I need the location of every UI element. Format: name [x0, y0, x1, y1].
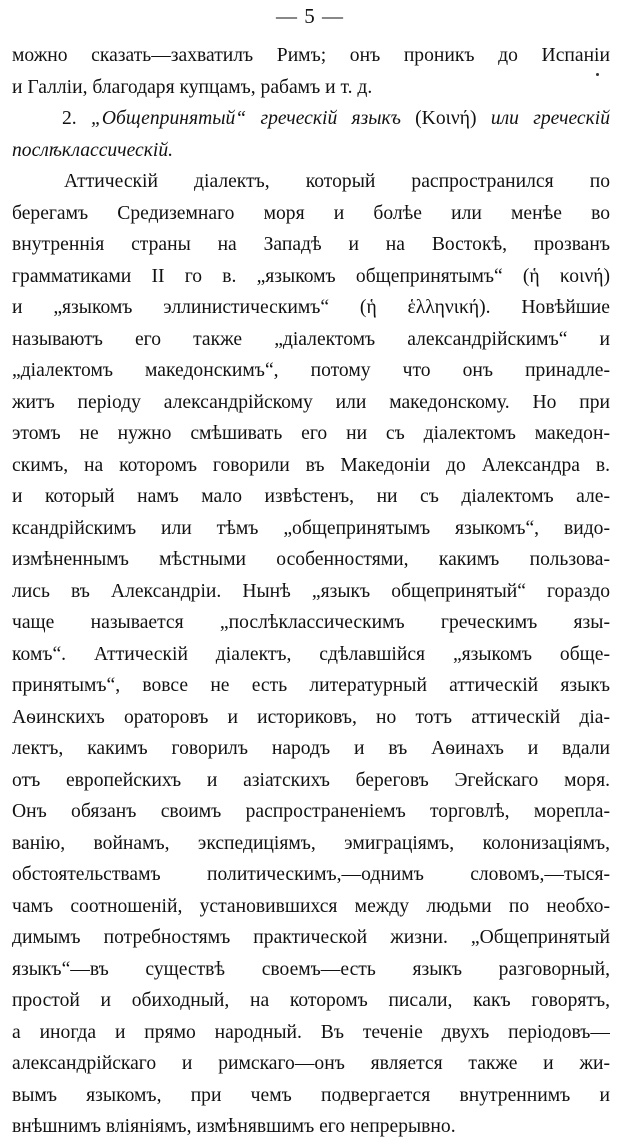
text-line: чаще называется „послѣклассическимъ греческимъ язы- — [12, 612, 610, 633]
text-line: измѣненнымъ мѣстными особенностями, какимъ пользова- — [12, 549, 610, 570]
text-line: комъ“. Аттическій діалектъ, сдѣлавшійся „языкомъ обще- — [12, 643, 610, 665]
text-line: Аттическій діалектъ, который распространился по — [64, 171, 610, 192]
text-line: принятымъ“, вовсе не есть литературный аттическій языкъ — [12, 675, 610, 696]
text-line: и Галліи, благодаря купцамъ, рабамъ и т. д. — [12, 76, 373, 98]
text-line: Аѳинскихъ ораторовъ и историковъ, но тотъ аттическій діа- — [12, 706, 610, 728]
text-line: житъ періоду александрійскому или македонскому. Но при — [12, 391, 610, 413]
text-line: внутреннія страны на Западѣ и на Востокѣ, прозванъ — [12, 234, 610, 255]
text-line: и который намъ мало извѣстенъ, ни съ діалектомъ але- — [12, 486, 610, 507]
text-line: берегамъ Средиземнаго моря и болѣе или менѣе во — [12, 202, 610, 224]
text-line: внѣшнимъ вліяніямъ, измѣнявшимъ его непрерывно. — [12, 1116, 456, 1137]
text-line: грамматиками II го в. „языкомъ общепринятымъ“ (ἡ κοινή) — [12, 265, 610, 287]
text-line: обстоятельствамъ политическимъ,—однимъ словомъ,—тыся- — [12, 864, 610, 885]
text-line: и „языкомъ эллинистическимъ“ (ἡ ἑλληνική). Новѣйшие — [12, 297, 610, 318]
text-line: простой и обиходный, на которомъ писали, какъ говорятъ, — [12, 990, 610, 1011]
text-line: скимъ, на которомъ говорили въ Македоніи до Александра в. — [12, 454, 610, 476]
page-number: — 5 — — [276, 4, 344, 28]
text-line: „діалектомъ македонскимъ“, потому что онъ принадле- — [12, 360, 610, 381]
text-line: димымъ потребностямъ практической жизни. „Общепринятый — [12, 927, 610, 948]
text-line: лектъ, какимъ говорилъ народъ и въ Аѳинахъ и вдали — [12, 738, 610, 759]
section-title-part1: „Общепринятый“ греческій языкъ — [90, 108, 401, 129]
section-heading-line2: послѣклассическій. — [12, 139, 174, 161]
section-title-part2: или греческій — [490, 108, 610, 129]
text-line: ксандрійскимъ или тѣмъ „общепринятымъ языкомъ“, видо- — [12, 517, 610, 539]
text-body — [12, 40, 610, 1143]
section-number: 2. — [62, 108, 77, 129]
text-line: лись въ Александріи. Нынѣ „языкъ общепринятый“ гораздо — [12, 580, 610, 602]
text-line: отъ европейскихъ и азіатскихъ береговъ Эгейскаго моря. — [12, 769, 610, 791]
text-line: можно сказать—захватилъ Римъ; онъ проникъ до Испаніи — [12, 45, 610, 66]
text-line: называютъ его также „діалектомъ александрійскимъ“ и — [12, 328, 610, 350]
text-line: чамъ соотношеній, установившихся между людьми по необхо- — [12, 895, 610, 917]
text-line: Онъ обязанъ своимъ распространеніемъ торговлѣ, морепла- — [12, 801, 610, 822]
text-line: вымъ языкомъ, при чемъ подвергается внутреннимъ и — [12, 1084, 610, 1106]
section-heading — [12, 103, 610, 135]
text-line: языкъ“—въ существѣ своемъ—есть языкъ разговорный, — [12, 958, 610, 980]
text-line: ванію, войнамъ, экспедиціямъ, эмиграціямъ, колонизаціямъ, — [12, 832, 610, 854]
text-line: этомъ не нужно смѣшивать его ни съ діалектомъ македон- — [12, 423, 610, 444]
section-title-greek: (Κοινή) — [415, 108, 477, 129]
text-line: а иногда и прямо народный. Въ теченіе двухъ періодовъ— — [12, 1021, 610, 1043]
text-line: александрійскаго и римскаго—онъ является также и жи- — [12, 1053, 610, 1074]
